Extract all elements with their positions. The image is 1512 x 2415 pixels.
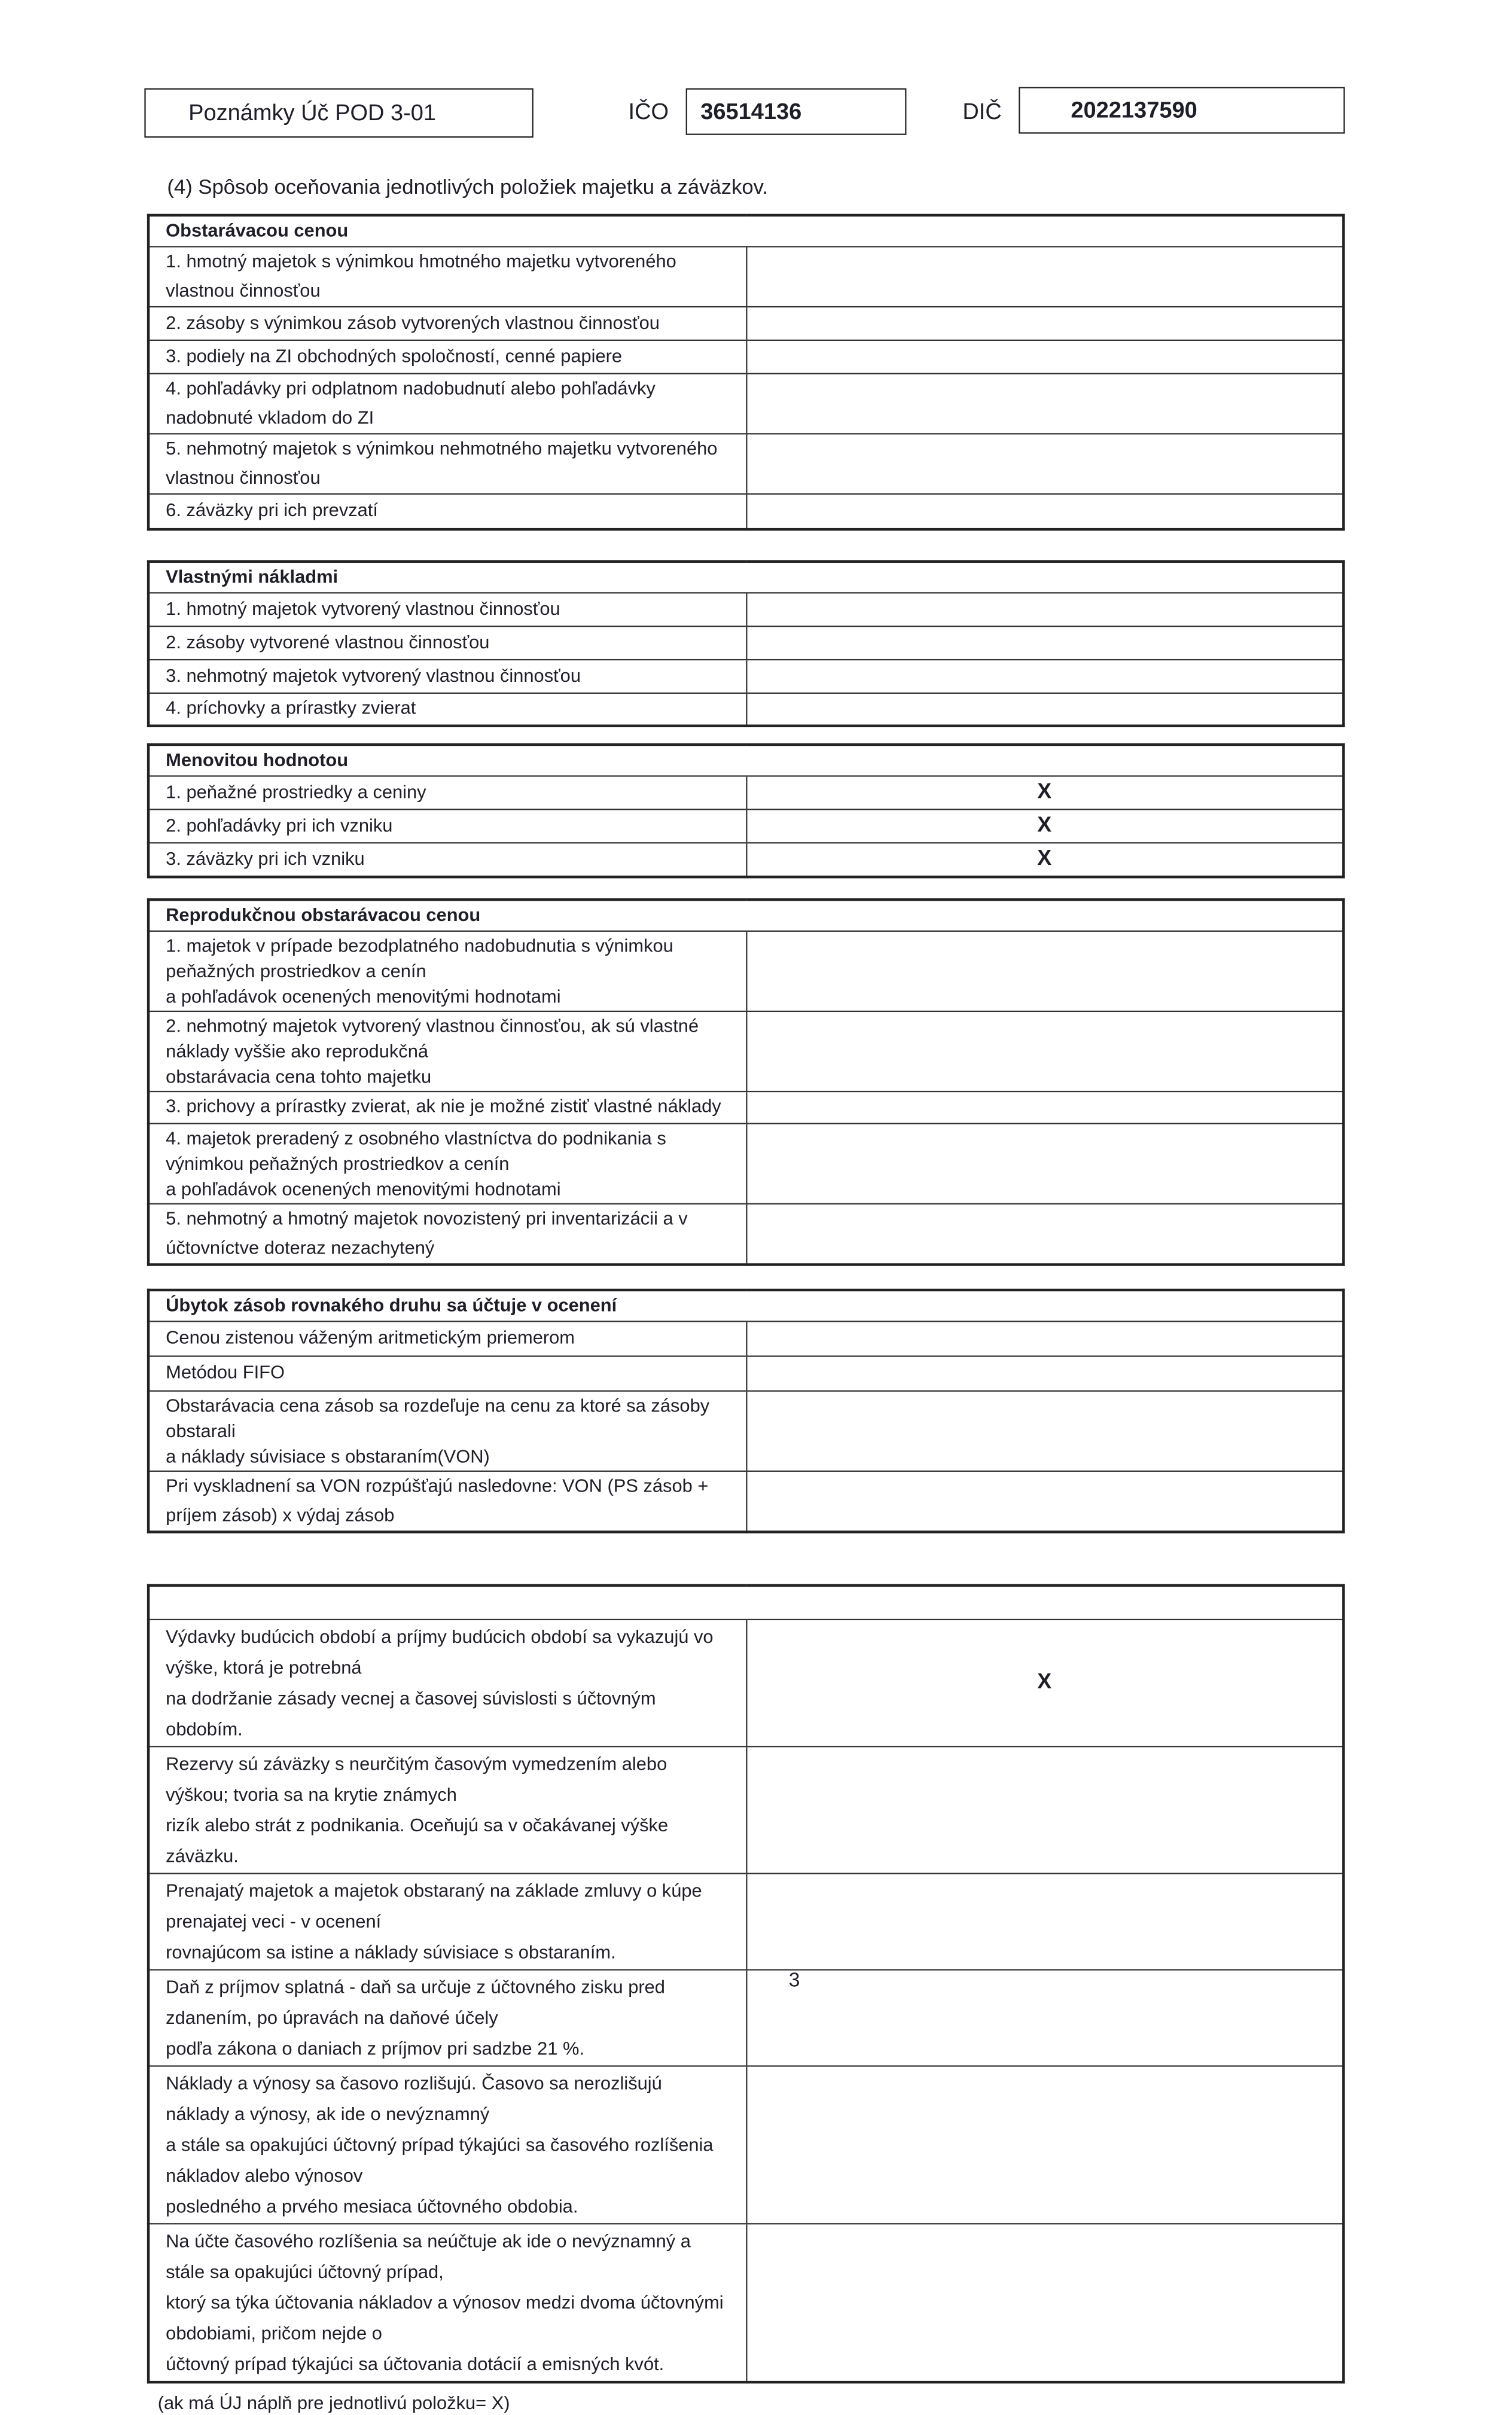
check-mark: X (1037, 847, 1052, 870)
table-own-costs (147, 559, 1345, 727)
row-text-line: 1. majetok v prípade bezodplatného nadobudnutia s výnimkou peňažných prostriedkov a cenín (166, 935, 673, 981)
checkbox-cell[interactable] (746, 1873, 1343, 1969)
table-row (148, 1123, 1343, 1203)
checkbox-cell[interactable] (746, 776, 1343, 810)
table-row (148, 1091, 1343, 1123)
row-text (148, 2065, 746, 2223)
table-row (148, 931, 1343, 1011)
row-text (148, 1471, 746, 1532)
table-row (148, 693, 1343, 726)
table-row (148, 246, 1343, 307)
checkbox-cell[interactable] (746, 592, 1343, 626)
checkbox-cell[interactable] (746, 693, 1343, 726)
checkbox-cell[interactable] (746, 659, 1343, 693)
dic-value: 2022137590 (1071, 97, 1197, 123)
checkbox-cell[interactable] (746, 340, 1343, 374)
row-text (148, 1619, 746, 1746)
row-text-line: 1. hmotný majetok vytvorený vlastnou činnosťou (166, 598, 560, 618)
row-text-line: 5. nehmotný a hmotný majetok novozistený pri inventarizácii a v účtovníctve doteraz nezachytený (166, 1208, 688, 1258)
table-row (148, 374, 1343, 434)
row-text (148, 776, 746, 810)
table-title: Reprodukčnou obstarávacou cenou (148, 899, 1343, 931)
row-text (148, 1011, 746, 1091)
table-header (148, 745, 1343, 776)
row-text (148, 1391, 746, 1471)
table-row (148, 626, 1343, 659)
table-row (148, 1619, 1343, 1746)
row-text (148, 1091, 746, 1123)
table-row (148, 2065, 1343, 2223)
row-text (148, 1873, 746, 1969)
row-text (148, 659, 746, 693)
table-row (148, 1011, 1343, 1091)
ico-value: 36514136 (700, 98, 802, 124)
checkbox-cell[interactable] (746, 1746, 1343, 1873)
table-inventory-decrease (147, 1288, 1345, 1533)
row-text (148, 434, 746, 494)
checkbox-cell[interactable] (746, 2065, 1343, 2223)
page-number: 3 (788, 1969, 800, 1992)
row-text-line: 5. nehmotný majetok s výnimkou nehmotného majetku vytvoreného vlastnou činnosťou (166, 438, 718, 488)
table-row (148, 1873, 1343, 1969)
table-title: Obstarávacou cenou (148, 215, 1343, 247)
section-heading: (4) Spôsob oceňovania jednotlivých položiek majetku a záväzkov. (167, 176, 769, 200)
row-text (148, 246, 746, 307)
row-text (148, 809, 746, 843)
table-row (148, 776, 1343, 810)
row-text-line: na dodržanie zásady vecnej a časovej súvislosti s účtovným obdobím. (166, 1687, 656, 1739)
table-title: Menovitou hodnotou (148, 745, 1343, 776)
row-text (148, 374, 746, 434)
row-text-line: posledného a prvého mesiaca účtovného obdobia. (166, 2196, 578, 2216)
row-text-line: a pohľadávok ocenených menovitými hodnotami (166, 986, 561, 1006)
row-text-line: 3. záväzky pri ich vzniku (166, 848, 365, 869)
form-title: Poznámky Úč POD 3-01 (188, 99, 437, 125)
table-row (148, 1391, 1343, 1471)
row-text (148, 626, 746, 659)
table-row (148, 2223, 1343, 2382)
dic-field (1019, 87, 1345, 133)
table-row (148, 1355, 1343, 1390)
table-row (148, 307, 1343, 340)
checkbox-cell[interactable] (746, 1969, 1343, 2065)
checkbox-cell[interactable] (746, 1321, 1343, 1355)
checkbox-cell[interactable] (746, 1011, 1343, 1091)
table-row (148, 434, 1343, 494)
check-mark: X (1037, 1670, 1052, 1693)
row-text-line: a náklady súvisiace s obstaraním(VON) (166, 1446, 490, 1466)
ico-label: IČO (628, 99, 669, 124)
row-text-line: rovnajúcom sa istine a náklady súvisiace s obstaraním. (166, 1941, 616, 1962)
table-row (148, 1746, 1343, 1873)
table-row (148, 1203, 1343, 1264)
row-text-line: Daň z príjmov splatná - daň sa určuje z účtovného zisku pred zdanením, po úpravách na daňové účely (166, 1976, 665, 2027)
row-text-line: Metódou FIFO (166, 1362, 285, 1383)
row-text (148, 931, 746, 1011)
table-header (148, 561, 1343, 593)
form-title-box (144, 89, 533, 138)
row-text-line: účtovný prípad týkajúci sa účtovania dotácií a emisných kvót. (166, 2353, 664, 2374)
row-text (148, 1123, 746, 1203)
row-text-line: 3. nehmotný majetok vytvorený vlastnou činnosťou (166, 665, 581, 685)
row-text (148, 843, 746, 876)
row-text-line: 1. peňažné prostriedky a ceniny (166, 782, 426, 803)
table-nominal-value (147, 743, 1345, 878)
table-header (148, 215, 1343, 247)
table-replacement-cost (147, 898, 1345, 1266)
row-text (148, 592, 746, 626)
row-text (148, 2223, 746, 2382)
row-text-line: 4. pohľadávky pri odplatnom nadobudnutí alebo pohľadávky nadobnuté vkladom do ZI (166, 378, 656, 428)
table-header (148, 899, 1343, 931)
checkbox-cell[interactable] (746, 1471, 1343, 1532)
row-text-line: 4. majetok preradený z osobného vlastníctva do podnikania s výnimkou peňažných prostriedkov a cenín (166, 1127, 666, 1173)
row-text (148, 340, 746, 374)
row-text-line: Rezervy sú záväzky s neurčitým časovým vymedzením alebo výškou; tvoria sa na krytie známych (166, 1753, 667, 1804)
dic-label: DIČ (962, 99, 1002, 124)
checkbox-cell[interactable] (746, 374, 1343, 434)
checkbox-cell[interactable] (746, 1355, 1343, 1390)
row-text (148, 1746, 746, 1873)
row-text (148, 307, 746, 340)
row-text-line: obstarávacia cena tohto majetku (166, 1066, 432, 1087)
checkbox-cell[interactable] (746, 809, 1343, 843)
table-title (148, 1585, 1343, 1619)
row-text (148, 494, 746, 529)
checkbox-cell[interactable] (746, 494, 1343, 529)
table-row (148, 592, 1343, 626)
row-text-line: 2. zásoby vytvorené vlastnou činnosťou (166, 632, 490, 652)
row-text-line: a pohľadávok ocenených menovitými hodnotami (166, 1178, 561, 1199)
row-text-line: rizík alebo strát z podnikania. Oceňujú sa v očakávanej výške záväzku. (166, 1815, 669, 1866)
checkbox-cell[interactable] (746, 626, 1343, 659)
row-text-line: 2. nehmotný majetok vytvorený vlastnou činnosťou, ak sú vlastné náklady vyššie ako reprodukčná (166, 1015, 699, 1061)
table-row (148, 340, 1343, 374)
checkbox-cell[interactable] (746, 843, 1343, 876)
row-text-line: Na účte časového rozlíšenia sa neúčtuje ak ide o nevýznamný a stále sa opakujúci účtovný prípad, (166, 2230, 691, 2282)
row-text (148, 1321, 746, 1355)
table-row (148, 1969, 1343, 2065)
row-text (148, 1203, 746, 1264)
checkbox-cell[interactable] (746, 1091, 1343, 1123)
row-text-line: Náklady a výnosy sa časovo rozlišujú. Časovo sa nerozlišujú náklady a výnosy, ak ide o nevýznamný (166, 2072, 662, 2124)
check-mark: X (1037, 814, 1052, 837)
table-acquisition-cost (147, 214, 1345, 530)
row-text-line: 3. prichovy a prírastky zvierat, ak nie je možné zistiť vlastné náklady (166, 1096, 721, 1117)
footnote: (ak má ÚJ náplň pre jednotlivú položku= X) (157, 2392, 510, 2413)
table-row (148, 809, 1343, 843)
row-text-line: 2. zásoby s výnimkou zásob vytvorených vlastnou činnosťou (166, 313, 660, 333)
row-text-line: Pri vyskladnení sa VON rozpúšťajú nasledovne: VON (PS zásob + príjem zásob) x výdaj zásob (166, 1475, 709, 1525)
row-text-line: Výdavky budúcich období a príjmy budúcich období sa vykazujú vo výške, ktorá je potrebná (166, 1626, 714, 1678)
checkbox-cell[interactable] (746, 2223, 1343, 2382)
row-text-line: 3. podiely na ZI obchodných spoločností, cenné papiere (166, 346, 623, 367)
table-row (148, 494, 1343, 529)
checkbox-cell[interactable] (746, 434, 1343, 494)
row-text-line: 2. pohľadávky pri ich vzniku (166, 815, 393, 836)
row-text-line: Cenou zistenou váženým aritmetickým priemerom (166, 1327, 575, 1348)
checkbox-cell[interactable] (746, 1123, 1343, 1203)
row-text-line: 1. hmotný majetok s výnimkou hmotného majetku vytvoreného vlastnou činnosťou (166, 251, 676, 301)
table-header (148, 1289, 1343, 1321)
row-text-line: a stále sa opakujúci účtovný prípad týkajúci sa časového rozlíšenia nákladov alebo výnosov (166, 2134, 714, 2185)
check-mark: X (1037, 780, 1052, 804)
checkbox-cell[interactable] (746, 1391, 1343, 1471)
row-text (148, 693, 746, 726)
table-title: Vlastnými nákladmi (148, 561, 1343, 593)
row-text-line: 6. záväzky pri ich prevzatí (166, 500, 378, 521)
checkbox-cell[interactable] (746, 307, 1343, 340)
row-text (148, 1355, 746, 1390)
row-text-line: Obstarávacia cena zásob sa rozdeľuje na cenu za ktoré sa zásoby obstarali (166, 1395, 710, 1441)
table-header (148, 1585, 1343, 1619)
table-other-policies (147, 1584, 1345, 2383)
checkbox-cell[interactable] (746, 246, 1343, 307)
row-text (148, 1969, 746, 2065)
checkbox-cell[interactable] (746, 1619, 1343, 1746)
table-row (148, 843, 1343, 876)
table-row (148, 659, 1343, 693)
ico-field (686, 89, 907, 135)
table-row (148, 1471, 1343, 1532)
checkbox-cell[interactable] (746, 931, 1343, 1011)
table-title: Úbytok zásob rovnakého druhu sa účtuje v ocenení (148, 1289, 1343, 1321)
row-text-line: ktorý sa týka účtovania nákladov a výnosov medzi dvoma účtovnými obdobiami, pričom nejde o (166, 2292, 724, 2343)
valuation-tables (147, 214, 1345, 2415)
row-text-line: Prenajatý majetok a majetok obstaraný na základe zmluvy o kúpe prenajatej veci - v ocenení (166, 1880, 702, 1931)
row-text-line: 4. príchovky a prírastky zvierat (166, 698, 416, 718)
table-row (148, 1321, 1343, 1355)
checkbox-cell[interactable] (746, 1203, 1343, 1264)
row-text-line: podľa zákona o daniach z príjmov pri sadzbe 21 %. (166, 2038, 585, 2059)
